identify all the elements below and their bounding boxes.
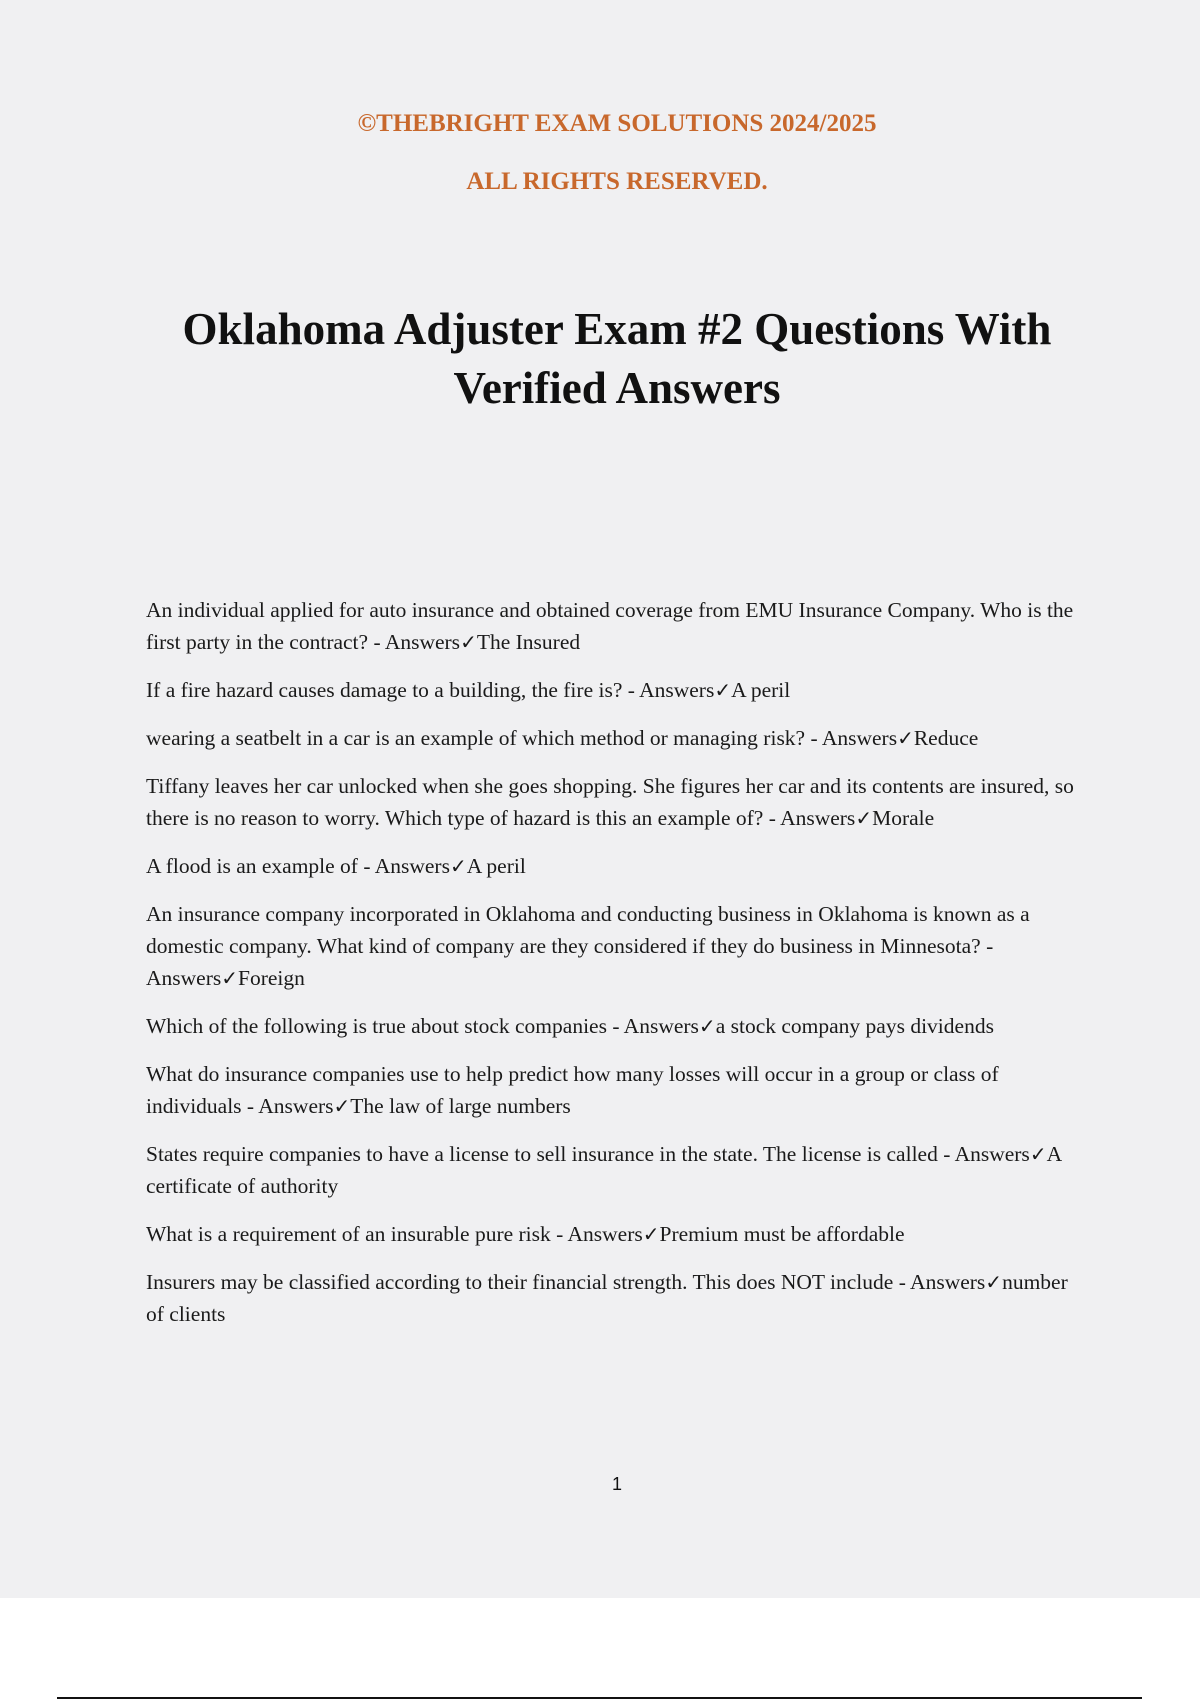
answers-label: Answers	[623, 1014, 699, 1038]
question-text: What is a requirement of an insurable pure risk -	[146, 1222, 568, 1246]
answer-text: A certificate of authority	[146, 1142, 1061, 1198]
qa-item	[146, 1266, 1086, 1330]
copyright-line: ©THEBRIGHT EXAM SOLUTIONS 2024/2025	[357, 110, 877, 137]
qa-item	[146, 1058, 1086, 1122]
question-text: A flood is an example of -	[146, 854, 375, 878]
qa-item	[146, 1218, 1086, 1250]
answers-label: Answers	[384, 630, 461, 654]
qa-item	[146, 1138, 1086, 1202]
answer-text: Morale	[872, 806, 935, 830]
answer-text: Reduce	[913, 726, 979, 750]
checkmark-icon: ✓	[333, 1094, 351, 1118]
answer-text: number of clients	[146, 1270, 1068, 1326]
answer-text: The law of large numbers	[350, 1094, 571, 1118]
answers-label: Answers	[146, 966, 222, 990]
checkmark-icon: ✓	[985, 1270, 1003, 1294]
answer-text: Foreign	[238, 966, 305, 990]
answer-text: A peril	[731, 678, 791, 702]
checkmark-icon: ✓	[642, 1222, 660, 1246]
rights-reserved-line: ALL RIGHTS RESERVED.	[466, 168, 768, 195]
document-title: Oklahoma Adjuster Exam #2 Questions With Verified Answers	[182, 304, 1052, 413]
question-text: Tiffany leaves her car unlocked when she goes shopping. She figures her car and its contents are insured, so there is no reason to worry. Which type of hazard is this an example of? -	[146, 774, 1074, 830]
question-text: An insurance company incorporated in Oklahoma and conducting business in Oklahoma is known as a domestic company. What kind of company are they considered if they do business in Minnesota? -	[146, 902, 1030, 958]
qa-item	[146, 770, 1086, 834]
answers-label: Answers	[639, 678, 715, 702]
answer-text: The Insured	[476, 630, 581, 654]
checkmark-icon: ✓	[698, 1014, 716, 1038]
copyright-header	[0, 95, 1200, 211]
checkmark-icon: ✓	[460, 630, 477, 654]
question-answer-list	[146, 594, 1086, 1346]
question-text: States require companies to have a license to sell insurance in the state. The license is called -	[146, 1142, 955, 1166]
qa-item	[146, 1010, 1086, 1042]
question-text: Insurers may be classified according to their financial strength. This does NOT include -	[146, 1270, 911, 1294]
checkmark-icon: ✓	[1029, 1142, 1047, 1166]
checkmark-icon: ✓	[221, 966, 239, 990]
question-text: What do insurance companies use to help predict how many losses will occur in a group or class of individuals -	[146, 1062, 999, 1118]
qa-item	[146, 898, 1086, 994]
answers-label: Answers	[258, 1094, 334, 1118]
question-text: An individual applied for auto insurance and obtained coverage from EMU Insurance Company. Who is the first party in the contract? -	[146, 598, 1074, 654]
answer-text: A peril	[466, 854, 526, 878]
question-text: wearing a seatbelt in a car is an example of which method or managing risk? -	[146, 726, 822, 750]
checkmark-icon: ✓	[714, 678, 732, 702]
answers-label: Answers	[821, 726, 898, 750]
answers-label: Answers	[567, 1222, 643, 1246]
answers-label: Answers	[780, 806, 856, 830]
answers-label: Answers	[954, 1142, 1030, 1166]
answers-label: Answers	[910, 1270, 986, 1294]
qa-item	[146, 850, 1086, 882]
answers-label: Answers	[374, 854, 450, 878]
checkmark-icon: ✓	[449, 854, 467, 878]
qa-item	[146, 674, 1086, 706]
page-divider	[57, 1697, 1142, 1699]
checkmark-icon: ✓	[897, 726, 914, 750]
question-text: If a fire hazard causes damage to a building, the fire is? -	[146, 678, 640, 702]
answer-text: Premium must be affordable	[659, 1222, 905, 1246]
question-text: Which of the following is true about stock companies -	[146, 1014, 624, 1038]
answer-text: a stock company pays dividends	[715, 1014, 994, 1038]
page-number: 1	[611, 1474, 622, 1494]
checkmark-icon: ✓	[855, 806, 873, 830]
qa-item	[146, 722, 1086, 754]
qa-item	[146, 594, 1086, 658]
